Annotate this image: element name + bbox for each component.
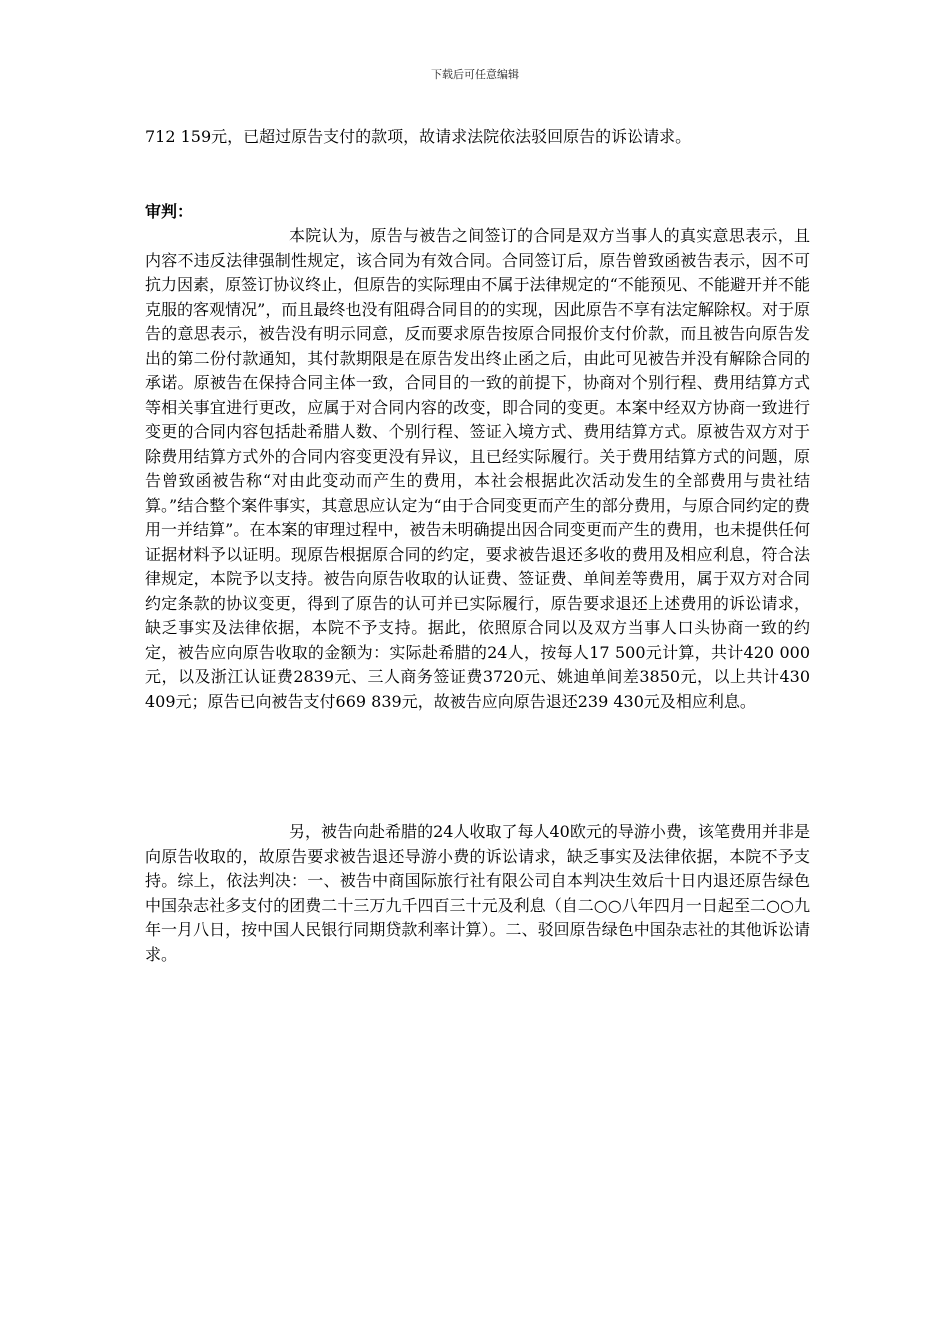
page-header: 下载后可任意编辑 <box>431 68 519 81</box>
section-heading-judgment: 审判： <box>145 202 194 221</box>
judgment-paragraph-1: 本院认为，原告与被告之间签订的合同是双方当事人的真实意思表示，且内容不违反法律强制性规定，该合同为有效合同。合同签订后，原告曾致函被告表示，因不可抗力因素，原签订协议终止，但原告的实际理由不属于法律规定的“不能预见、不能避开并不能克服的客观情况”，而且最终也没有阻碍合同目的的实现，因此原告不享有法定解除权。对于原告的意思表示，被告没有明示同意，反而要求原告按原合同报价支付价款，而且被告向原告发出的第二份付款通知，其付款期限是在原告发出终止函之后，由此可见被告并没有解除合同的承诺。原被告在保持合同主体一致，合同目的一致的前提下，协商对个别行程、费用结算方式等相关事宜进行更改，应属于对合同内容的改变，即合同的变更。本案中经双方协商一致进行变更的合同内容包括赴希腊人数、个别行程、签证入境方式、费用结算方式。原被告双方对于除费用结算方式外的合同内容变更没有异议，且已经实际履行。关于费用结算方式的问题，原告曾致函被告称“对由此变动而产生的费用，本社会根据此次活动发生的全部费用与贵社结算。”结合整个案件事实，其意思应认定为“由于合同变更而产生的部分费用，与原合同约定的费用一并结算”。在本案的审理过程中，被告未明确提出因合同变更而产生的费用，也未提供任何证据材料予以证明。现原告根据原合同的约定，要求被告退还多收的费用及相应利息，符合法律规定，本院予以支持。被告向原告收取的认证费、签证费、单间差等费用，属于双方对合同约定条款的协议变更，得到了原告的认可并已实际履行，原告要求退还上述费用的诉讼请求，缺乏事实及法律依据，本院不予支持。据此，依照原合同以及双方当事人口头协商一致的约定，被告应向原告收取的金额为：实际赴希腊的24人，按每人17 500元计算，共计420 000元，以及浙江认证费2839元、三人商务签证费3720元、姚迪单间差3850元，以上共计430 409元；原告已向被告支付669 839元，故被告应向原告退还239 430元及相应利息。 <box>145 226 810 711</box>
judgment-paragraph-2: 另，被告向赴希腊的24人收取了每人40欧元的导游小费，该笔费用并非是向原告收取的，故原告要求被告退还导游小费的诉讼请求，缺乏事实及法律依据，本院不予支持。综上，依法判决：一、被告中商国际旅行社有限公司自本判决生效后十日内退还原告绿色中国杂志社多支付的团费二十三万九千四百三十元及利息（自二○○八年四月一日起至二○○九年一月八日，按中国人民银行同期贷款利率计算）。二、驳回原告绿色中国杂志社的其他诉讼请求。 <box>145 822 810 964</box>
opening-line: 712 159元，已超过原告支付的款项，故请求法院依法驳回原告的诉讼请求。 <box>145 127 692 146</box>
